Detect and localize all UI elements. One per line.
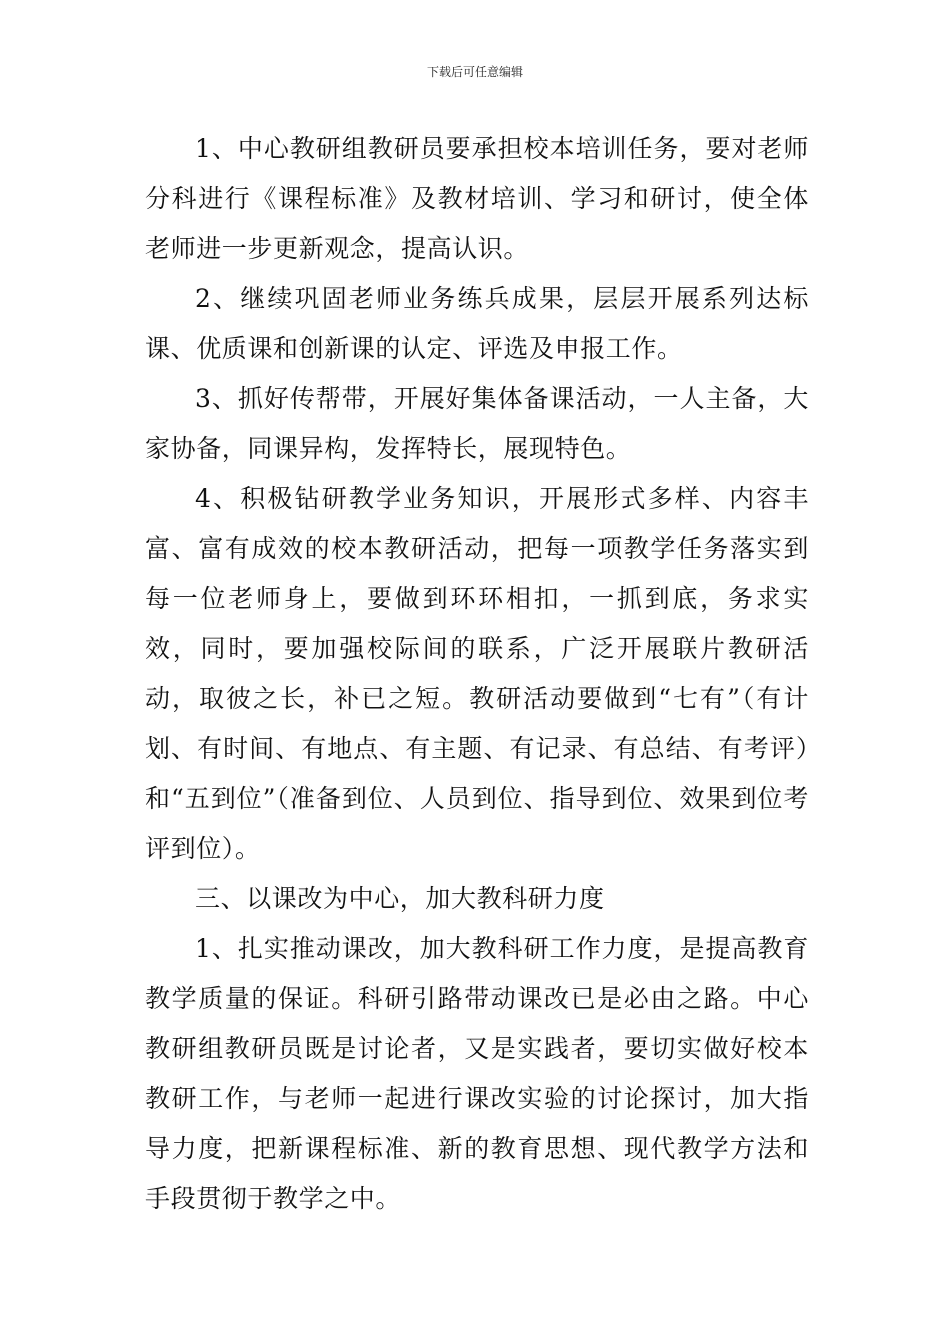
section-heading-3: 三、以课改为中心，加大教科研力度 xyxy=(195,884,605,913)
paragraph-item-4: 4、积极钻研教学业务知识，开展形式多样、内容丰富、富有成效的校本教研活动，把每一项教学任务落实到每一位老师身上，要做到环环相扣，一抓到底，务求实效，同时，要加强校际间的联系，广泛开展联片教研活动，取彼之长，补已之短。教研活动要做到“七有”（有计划、有时间、有地点、有主题、有记录、有总结、有考评）和“五到位”（准备到位、人员到位、指导到位、效果到位考评到位）。 xyxy=(145,484,809,863)
paragraph-item-2: 2、继续巩固老师业务练兵成果，层层开展系列达标课、优质课和创新课的认定、评选及申报工作。 xyxy=(145,284,809,363)
paragraph-item-5: 1、扎实推动课改，加大教科研工作力度，是提高教育教学质量的保证。科研引路带动课改已是必由之路。中心教研组教研员既是讨论者，又是实践者，要切实做好校本教研工作，与老师一起进行课改实验的讨论探讨，加大指导力度，把新课程标准、新的教育思想、现代教学方法和手段贯彻于教学之中。 xyxy=(145,934,809,1213)
paragraph-item-3: 3、抓好传帮带，开展好集体备课活动，一人主备，大家协备，同课异构，发挥特长，展现特色。 xyxy=(145,384,809,463)
document-body xyxy=(145,124,809,1224)
header-note: 下载后可任意编辑 xyxy=(426,65,523,79)
paragraph-item-1: 1、中心教研组教研员要承担校本培训任务，要对老师分科进行《课程标准》及教材培训、学习和研讨，使全体老师进一步更新观念，提高认识。 xyxy=(145,134,809,263)
